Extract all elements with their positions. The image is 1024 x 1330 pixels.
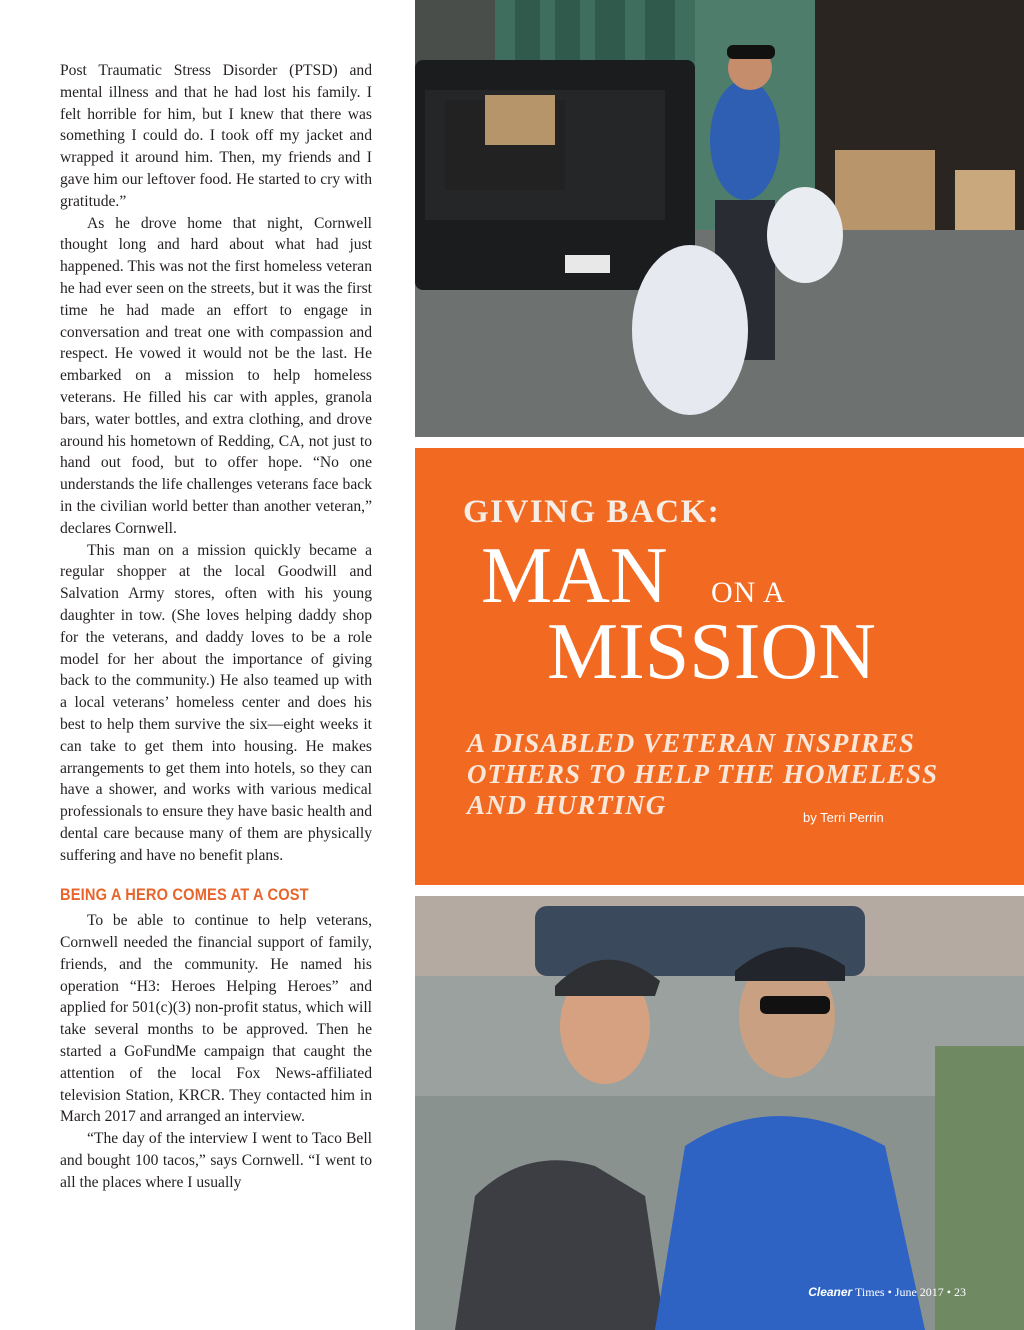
title-kicker: GIVING BACK: [463,494,721,530]
folio-brand: Cleaner [808,1285,853,1299]
title-panel [415,448,1024,885]
byline: by Terri Perrin [803,810,884,825]
article-paragraph: To be able to continue to help veterans, Cornwell needed the financial support of family, friends, and the community. He named his operation “H3: Heroes Helping Heroes” and applied for 501(c)(3) non-profit status, which will take several months to be approved. Then he started a GoFundMe campaign that caught the attention of the local Fox News-affiliated television Station, KRCR. They contacted him in March 2017 and arranged an interview. [60,912,372,1126]
photo-two-men [415,896,1024,1330]
article-paragraph: “The day of the interview I went to Taco Bell and bought 100 tacos,” says Cornwell. “I went to all the places where I usually [60,1130,372,1191]
folio-issue: • June 2017 • 23 [887,1285,966,1299]
photo-storage-unit-illustration [415,0,1024,437]
title-main-line2: MISSION [547,608,876,696]
photo-two-men-illustration [415,896,1024,1330]
photo-storage-unit [415,0,1024,437]
title-on-a: ON A [711,576,786,609]
folio-brand-rest: Times [855,1285,885,1299]
article-paragraph: This man on a mission quickly became a regular shopper at the local Goodwill and Salvation Army stores, often with his young daughter in tow. (She loves helping daddy shop for the veterans, and daddy loves to be a role model for her about the importance of giving back to the community.) He also teamed up with a local veterans’ homeless center and does his best to help them survive the six—eight weeks it can take to get them into housing. He makes arrangements to get them into hotels, so they can have a shower, and works with various medical professionals to ensure they have basic health and dental care because many of them are physically suffering and have no benefit plans. [60,541,372,864]
page-folio [808,1285,966,1300]
article-paragraph: Post Traumatic Stress Disorder (PTSD) and mental illness and that he had lost his family. I felt horrible for him, but I knew that there was something I could do. I took off my jacket and wrapped it around him. Then, my friends and I gave him our leftover food. He started to cry with gratitude.” [60,62,372,210]
title-deck: A DISABLED VETERAN INSPIRES OTHERS TO HELP THE HOMELESS AND HURTING [467,728,939,820]
section-subhead: BEING A HERO COMES AT A COST [60,885,309,905]
title-main-line1: MAN [481,532,668,620]
article-paragraph: As he drove home that night, Cornwell thought long and hard about what had just happened. This was not the first homeless veteran he had ever seen on the streets, but it was the first time he had made an effort to engage in conversation and treat one with compassion and respect. He vowed it would not be the last. He embarked on a mission to help homeless veterans. He filled his car with apples, granola bars, water bottles, and extra clothing, and drove around his hometown of Redding, CA, not just to hand out food, but to offer hope. “No one understands the life challenges veterans face back in the civilian world better than another veteran,” declares Cornwell. [60,214,372,537]
article-column [60,60,372,1194]
